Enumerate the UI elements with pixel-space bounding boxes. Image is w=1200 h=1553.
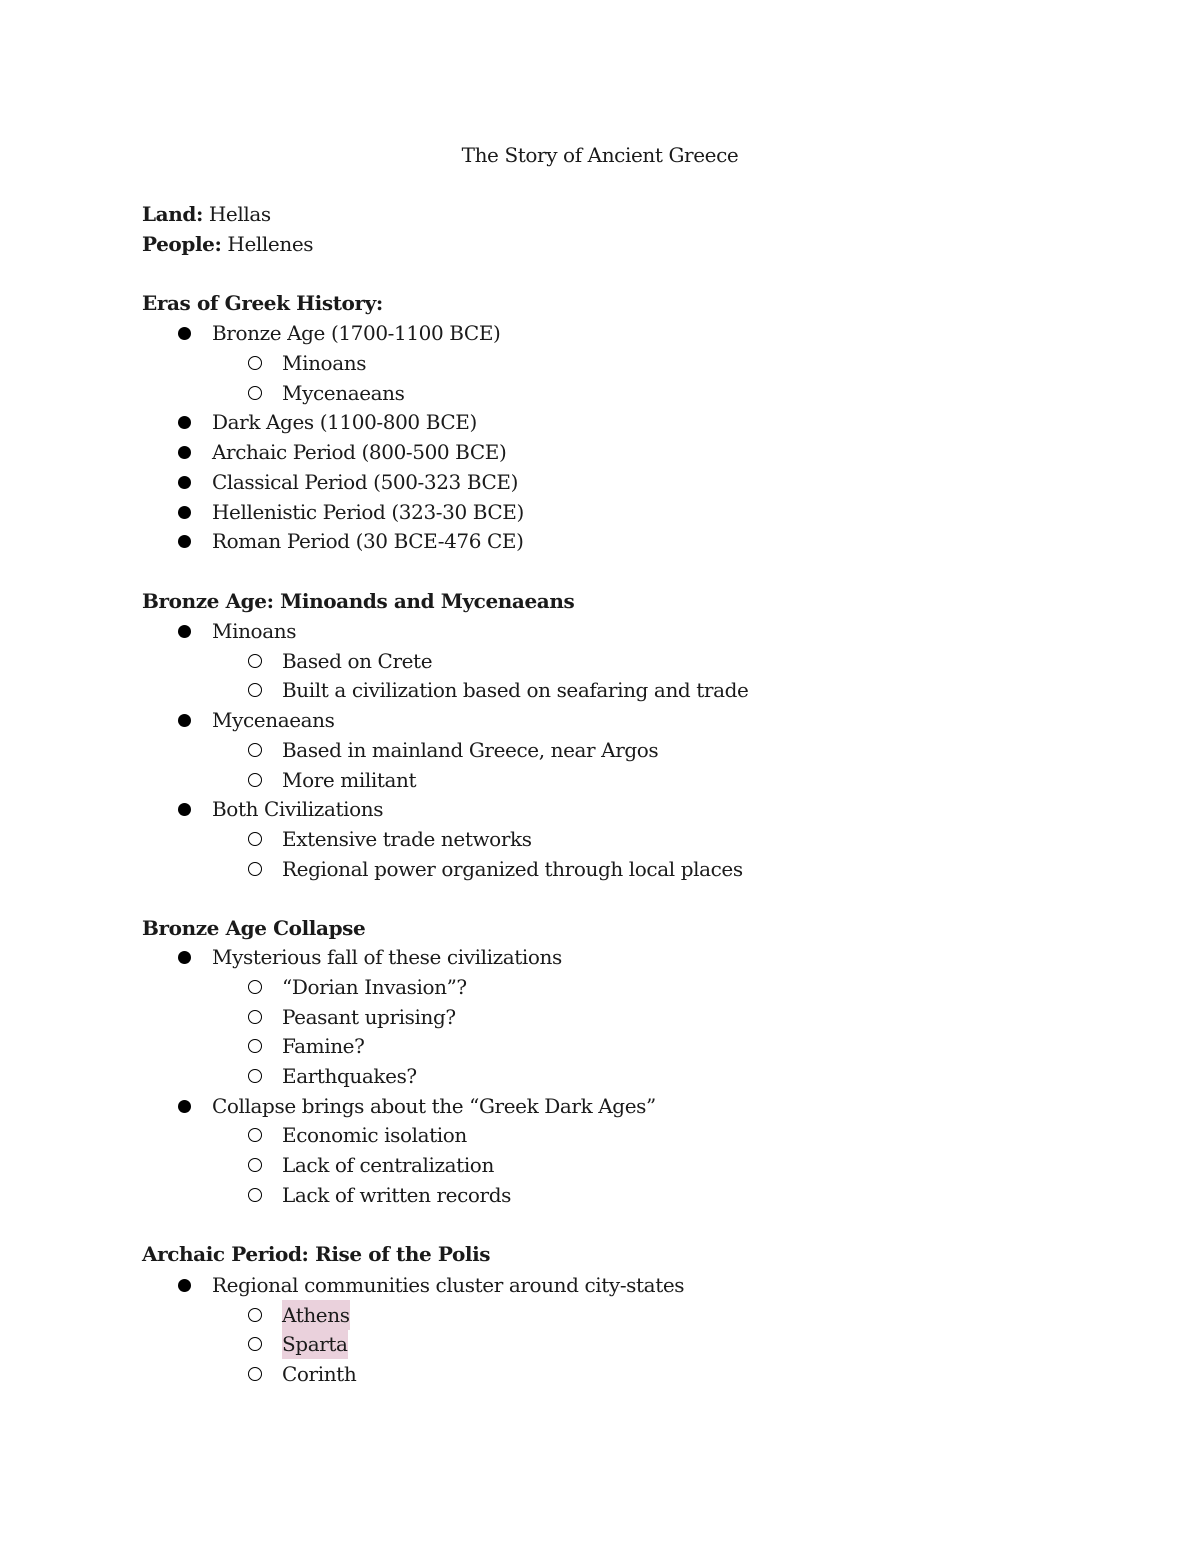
list-item-text: Collapse brings about the “Greek Dark Ages”: [212, 1094, 656, 1118]
people-label: People:: [142, 232, 222, 256]
bullet-circle-icon: [248, 1308, 262, 1322]
bullet-circle-icon: [248, 1128, 262, 1142]
sub-list-item-text: Based in mainland Greece, near Argos: [282, 738, 659, 762]
highlighted-text: Sparta: [282, 1329, 348, 1359]
document-title: The Story of Ancient Greece: [461, 143, 739, 167]
bullet-dot-icon: [178, 327, 191, 340]
sub-list-item-text: Extensive trade networks: [282, 827, 532, 851]
bullet-circle-icon: [248, 386, 262, 400]
list-item-text: Roman Period (30 BCE-476 CE): [212, 529, 524, 553]
sub-list-item-text: Minoans: [282, 351, 367, 375]
list-item-text: Hellenistic Period (323-30 BCE): [212, 500, 524, 524]
bullet-circle-icon: [248, 1158, 262, 1172]
section-heading-bronze-age: Bronze Age: Minoands and Mycenaeans: [142, 589, 575, 613]
bullet-dot-icon: [178, 1279, 191, 1292]
bullet-dot-icon: [178, 803, 191, 816]
sub-list-item-text: Famine?: [282, 1034, 365, 1058]
bullet-dot-icon: [178, 476, 191, 489]
bullet-circle-icon: [248, 773, 262, 787]
sub-list-item-text: Earthquakes?: [282, 1064, 417, 1088]
sub-list-item-text: Lack of centralization: [282, 1153, 494, 1177]
section-heading-eras: Eras of Greek History:: [142, 291, 383, 315]
bullet-dot-icon: [178, 714, 191, 727]
bullet-dot-icon: [178, 506, 191, 519]
list-item-text: Dark Ages (1100-800 BCE): [212, 410, 477, 434]
list-item-text: Regional communities cluster around city-states: [212, 1273, 685, 1297]
sub-list-item-text: Lack of written records: [282, 1183, 511, 1207]
bullet-circle-icon: [248, 832, 262, 846]
bullet-circle-icon: [248, 683, 262, 697]
list-item-text: Minoans: [212, 619, 297, 643]
sub-list-item-text: Corinth: [282, 1362, 357, 1386]
bullet-circle-icon: [248, 1337, 262, 1351]
people-line: [142, 229, 313, 259]
sub-list-item-text: “Dorian Invasion”?: [282, 975, 467, 999]
bullet-circle-icon: [248, 1039, 262, 1053]
bullet-circle-icon: [248, 1069, 262, 1083]
bullet-circle-icon: [248, 356, 262, 370]
land-label: Land:: [142, 202, 203, 226]
list-item-text: Mysterious fall of these civilizations: [212, 945, 562, 969]
bullet-circle-icon: [248, 1010, 262, 1024]
bullet-circle-icon: [248, 1367, 262, 1381]
sub-list-item-text: Economic isolation: [282, 1123, 467, 1147]
list-item-text: Archaic Period (800-500 BCE): [212, 440, 507, 464]
bullet-dot-icon: [178, 446, 191, 459]
section-heading-collapse: Bronze Age Collapse: [142, 916, 366, 940]
bullet-circle-icon: [248, 980, 262, 994]
people-value: Hellenes: [221, 232, 314, 256]
bullet-circle-icon: [248, 743, 262, 757]
bullet-circle-icon: [248, 654, 262, 668]
sub-list-item-text: More militant: [282, 768, 417, 792]
bullet-dot-icon: [178, 535, 191, 548]
bullet-dot-icon: [178, 1100, 191, 1113]
bullet-circle-icon: [248, 862, 262, 876]
bullet-dot-icon: [178, 416, 191, 429]
list-item-text: Both Civilizations: [212, 797, 384, 821]
bullet-dot-icon: [178, 951, 191, 964]
sub-list-item-text: Regional power organized through local places: [282, 857, 743, 881]
bullet-dot-icon: [178, 625, 191, 638]
list-item-text: Classical Period (500-323 BCE): [212, 470, 519, 494]
list-item-text: Bronze Age (1700-1100 BCE): [212, 321, 501, 345]
section-heading-archaic: Archaic Period: Rise of the Polis: [142, 1242, 491, 1266]
list-item-text: Mycenaeans: [212, 708, 335, 732]
sub-list-item-text: Based on Crete: [282, 649, 433, 673]
land-line: [142, 199, 271, 229]
sub-list-item-text: Peasant uprising?: [282, 1005, 456, 1029]
sub-list-item-text: Built a civilization based on seafaring and trade: [282, 678, 749, 702]
sub-list-item-text: Mycenaeans: [282, 381, 405, 405]
bullet-circle-icon: [248, 1188, 262, 1202]
land-value: Hellas: [202, 202, 271, 226]
highlighted-text: Athens: [282, 1300, 350, 1330]
